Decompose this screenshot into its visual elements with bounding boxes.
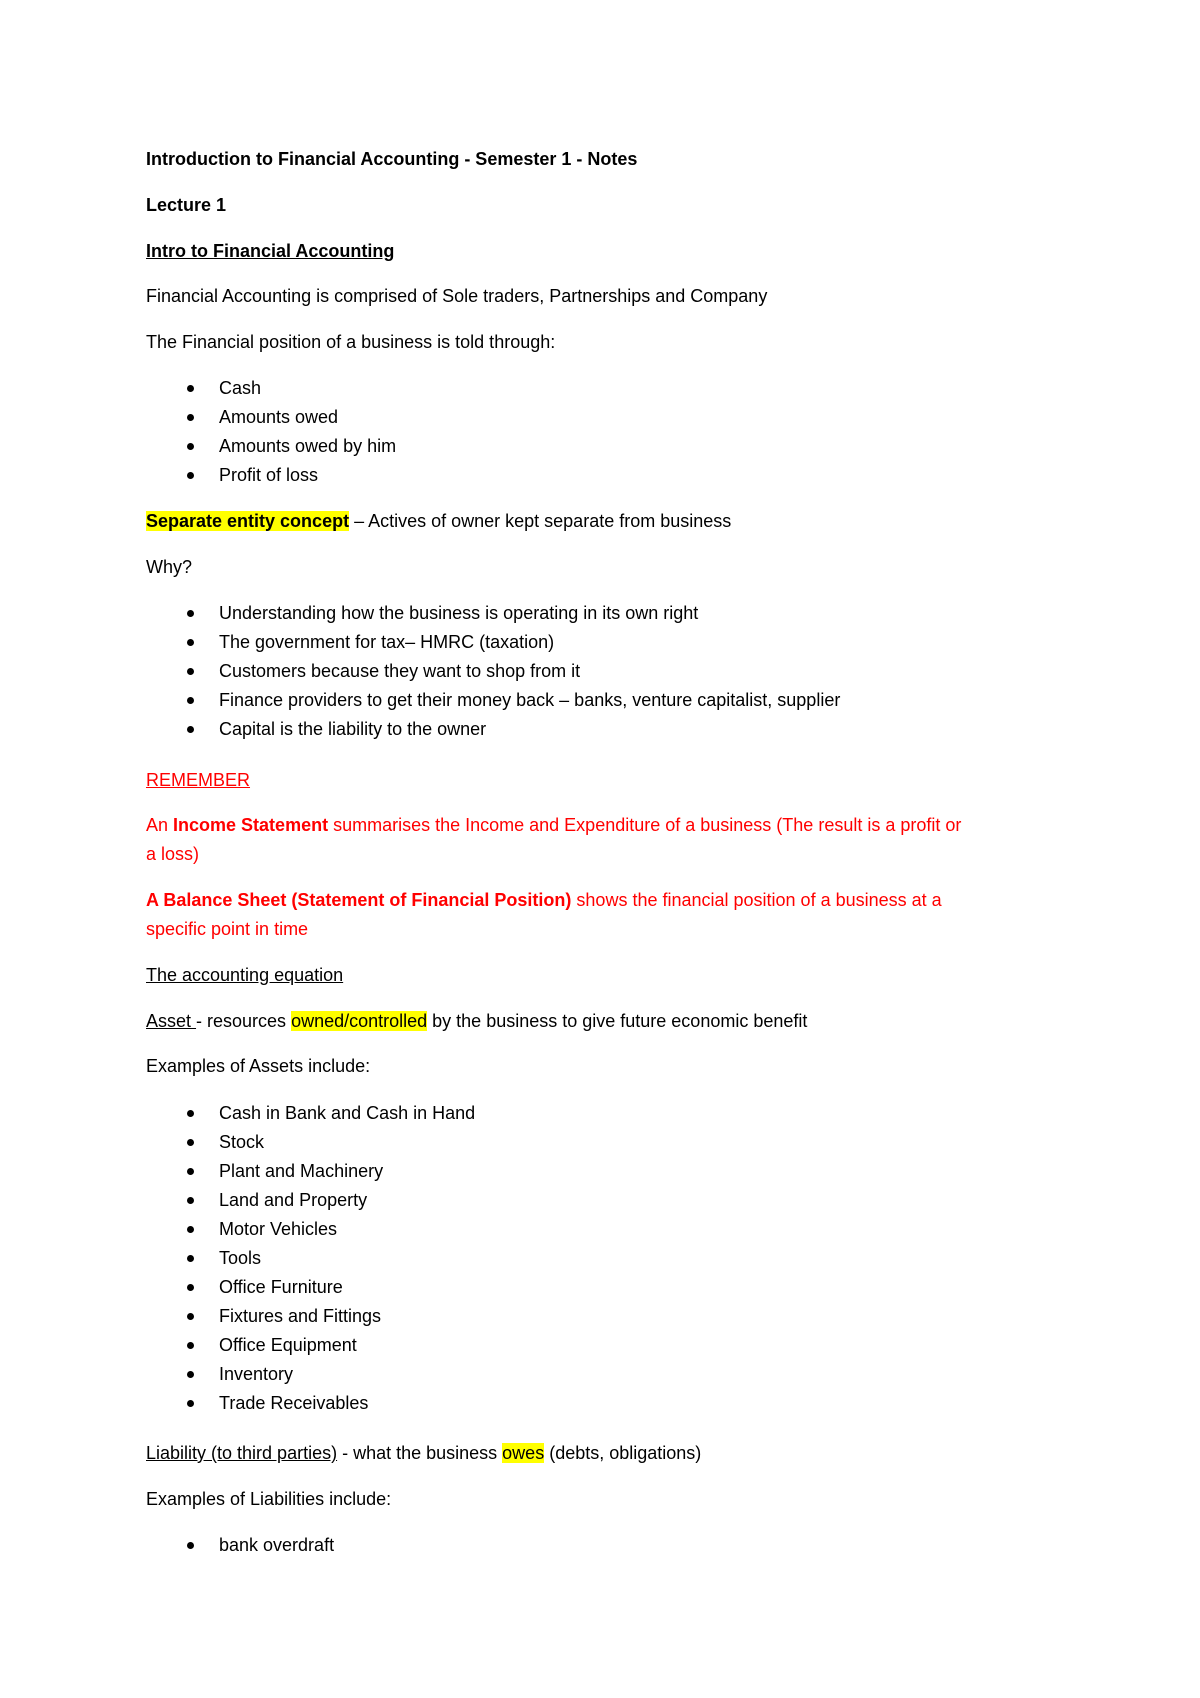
list-item: Land and Property [146,1186,475,1215]
bullet-icon [187,668,194,675]
balance-sheet-term: A Balance Sheet (Statement of Financial Position) [146,890,572,910]
liability-definition-line: Liability (to third parties) - what the business owes (debts, obligations) [146,1443,702,1463]
balance-sheet-line-1: A Balance Sheet (Statement of Financial Position) shows the financial position of a business at a [146,890,942,910]
why-list [146,599,840,744]
bullet-icon [187,1371,194,1378]
intro-paragraph-1: Financial Accounting is comprised of Sole traders, Partnerships and Company [146,286,768,306]
bullet-icon [187,610,194,617]
list-item: Amounts owed [146,403,396,432]
bullet-icon [187,1139,194,1146]
income-statement-line-1: An Income Statement summarises the Income and Expenditure of a business (The result is a profit or [146,815,962,835]
assets-list [146,1099,475,1418]
bullet-icon [187,1400,194,1407]
list-item: Customers because they want to shop from it [146,657,840,686]
intro-heading: Intro to Financial Accounting [146,241,395,261]
bullet-icon [187,1255,194,1262]
liabilities-intro: Examples of Liabilities include: [146,1489,392,1509]
list-item: Amounts owed by him [146,432,396,461]
income-statement-line-2: a loss) [146,844,200,864]
bullet-icon [187,1110,194,1117]
intro-paragraph-2: The Financial position of a business is told through: [146,332,556,352]
liabilities-list [146,1531,334,1560]
remember-label: REMEMBER [146,770,251,790]
list-item: Cash [146,374,396,403]
bullet-icon [187,1313,194,1320]
assets-intro: Examples of Assets include: [146,1056,371,1076]
bullet-icon [187,697,194,704]
list-item: Motor Vehicles [146,1215,475,1244]
financial-position-list [146,374,396,490]
list-item: Fixtures and Fittings [146,1302,475,1331]
bullet-icon [187,472,194,479]
bullet-icon [187,1226,194,1233]
accounting-equation-heading: The accounting equation [146,965,344,985]
bullet-icon [187,1342,194,1349]
list-item: Tools [146,1244,475,1273]
list-item: Understanding how the business is operating in its own right [146,599,840,628]
separate-entity-definition: – Actives of owner kept separate from business [349,511,732,531]
asset-highlight: owned/controlled [291,1011,428,1031]
list-item: Finance providers to get their money back – banks, venture capitalist, supplier [146,686,840,715]
list-item: Plant and Machinery [146,1157,475,1186]
list-item: Inventory [146,1360,475,1389]
income-statement-term: Income Statement [173,815,329,835]
lecture-heading: Lecture 1 [146,195,227,215]
bullet-icon [187,726,194,733]
why-label: Why? [146,557,193,577]
list-item: Stock [146,1128,475,1157]
bullet-icon [187,639,194,646]
bullet-icon [187,1284,194,1291]
list-item: The government for tax– HMRC (taxation) [146,628,840,657]
bullet-icon [187,414,194,421]
bullet-icon [187,443,194,450]
asset-term: Asset [146,1011,197,1031]
bullet-icon [187,385,194,392]
list-item: Office Furniture [146,1273,475,1302]
list-item: Capital is the liability to the owner [146,715,840,744]
bullet-icon [187,1542,194,1549]
separate-entity-term: Separate entity concept [146,511,350,531]
list-item: Cash in Bank and Cash in Hand [146,1099,475,1128]
separate-entity-line [146,510,731,533]
list-item: bank overdraft [146,1531,334,1560]
bullet-icon [187,1168,194,1175]
list-item: Trade Receivables [146,1389,475,1418]
bullet-icon [187,1197,194,1204]
balance-sheet-line-2: specific point in time [146,919,309,939]
liability-highlight: owes [502,1443,545,1463]
list-item: Profit of loss [146,461,396,490]
document-title: Introduction to Financial Accounting - Semester 1 - Notes [146,149,638,169]
liability-term: Liability (to third parties) [146,1443,338,1463]
list-item: Office Equipment [146,1331,475,1360]
asset-definition-line: Asset - resources owned/controlled by the business to give future economic benefit [146,1011,808,1031]
